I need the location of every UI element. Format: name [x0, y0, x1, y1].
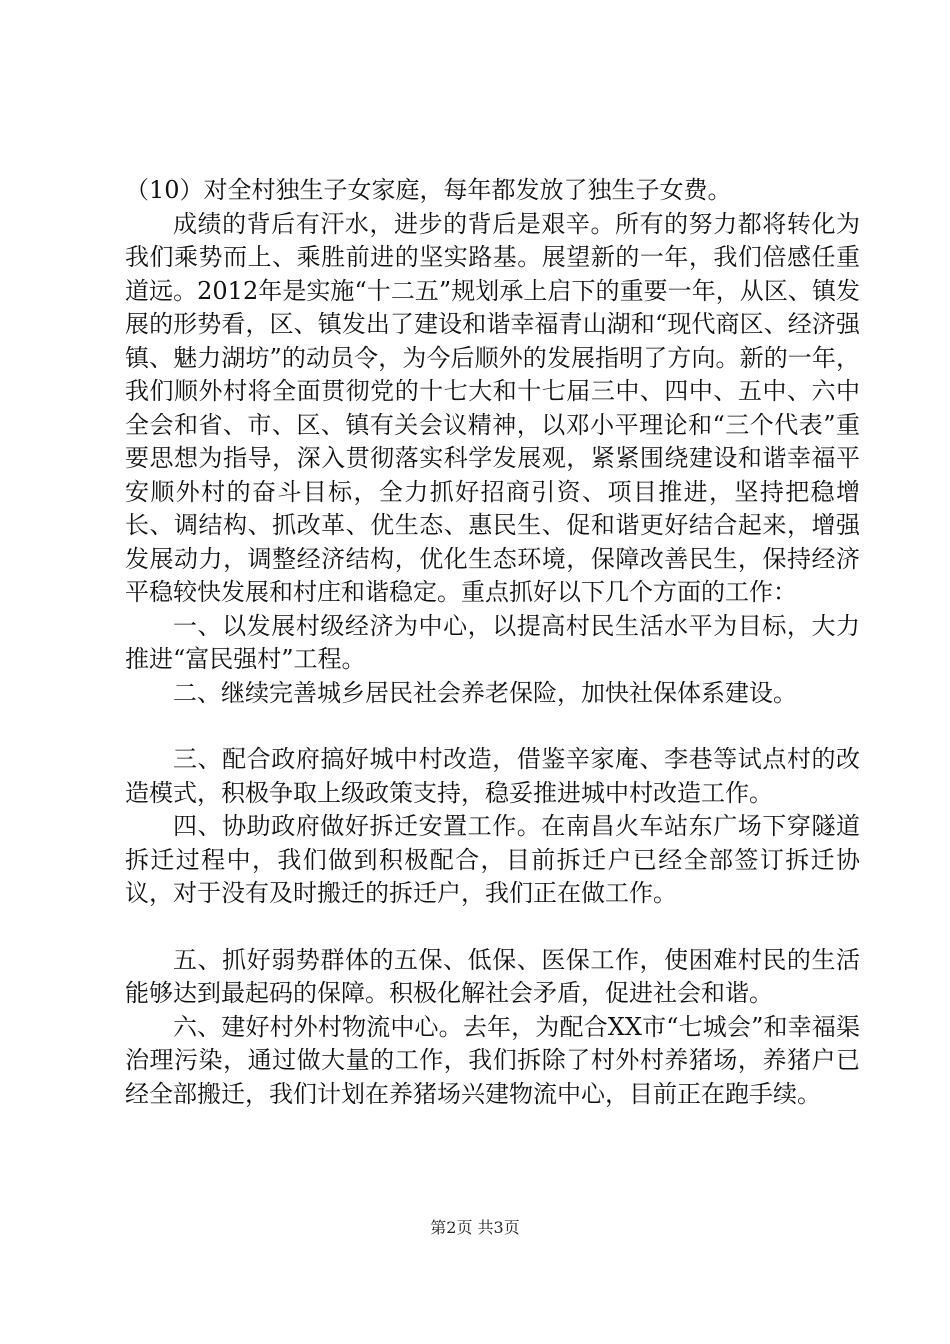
- paragraph-task-5: 五、抓好弱势群体的五保、低保、医保工作，使困难村民的生活能够达到最起码的保障。积极化解社会矛盾，促进社会和谐。: [125, 945, 860, 1007]
- paragraph-task-3: 三、配合政府搞好城中村改造，借鉴辛家庵、李巷等试点村的改造模式，积极争取上级政策支持，稳妥推进城中村改造工作。: [125, 745, 860, 807]
- paragraph-only-child-fee: （10）对全村独生子女家庭，每年都发放了独生子女费。: [125, 176, 732, 204]
- page-number-footer: 第2页 共3页: [430, 1218, 520, 1237]
- paragraph-task-2: 二、继续完善城乡居民社会养老保险，加快社保体系建设。: [173, 678, 797, 707]
- paragraph-task-1: 一、以发展村级经济为中心，以提高村民生活水平为目标，大力推进“富民强村”工程。: [125, 611, 860, 673]
- document-body: [125, 174, 860, 1111]
- paragraph-task-6: 六、建好村外村物流中心。去年，为配合XX市“七城会”和幸福渠治理污染，通过做大量的工作，我们拆除了村外村养猪场，养猪户已经全部搬迁，我们计划在养猪场兴建物流中心，目前正在跑手续。: [125, 1012, 860, 1108]
- paragraph-outlook: 成绩的背后有汗水，进步的背后是艰辛。所有的努力都将转化为我们乘势而上、乘胜前进的坚实路基。展望新的一年，我们倍感任重道远。2012年是实施“十二五”规划承上启下的重要一年，从区、镇发展的形势看，区、镇发出了建设和谐幸福青山湖和“现代商区、经济强镇、魅力湖坊”的动员令，为今后顺外的发展指明了方向。新的一年，我们顺外村将全面贯彻党的十七大和十七届三中、四中、五中、六中全会和省、市、区、镇有关会议精神，以邓小平理论和“三个代表”重要思想为指导，深入贯彻落实科学发展观，紧紧围绕建设和谐幸福平安顺外村的奋斗目标，全力抓好招商引资、项目推进，坚持把稳增长、调结构、抓改革、优生态、惠民生、促和谐更好结合起来，增强发展动力，调整经济结构，优化生态环境，保障改善民生，保持经济平稳较快发展和村庄和谐稳定。重点抓好以下几个方面的工作：: [125, 209, 860, 606]
- paragraph-task-4: 四、协助政府做好拆迁安置工作。在南昌火车站东广场下穿隧道拆迁过程中，我们做到积极配合，目前拆迁户已经全部签订拆迁协议，对于没有及时搬迁的拆迁户，我们正在做工作。: [125, 812, 860, 907]
